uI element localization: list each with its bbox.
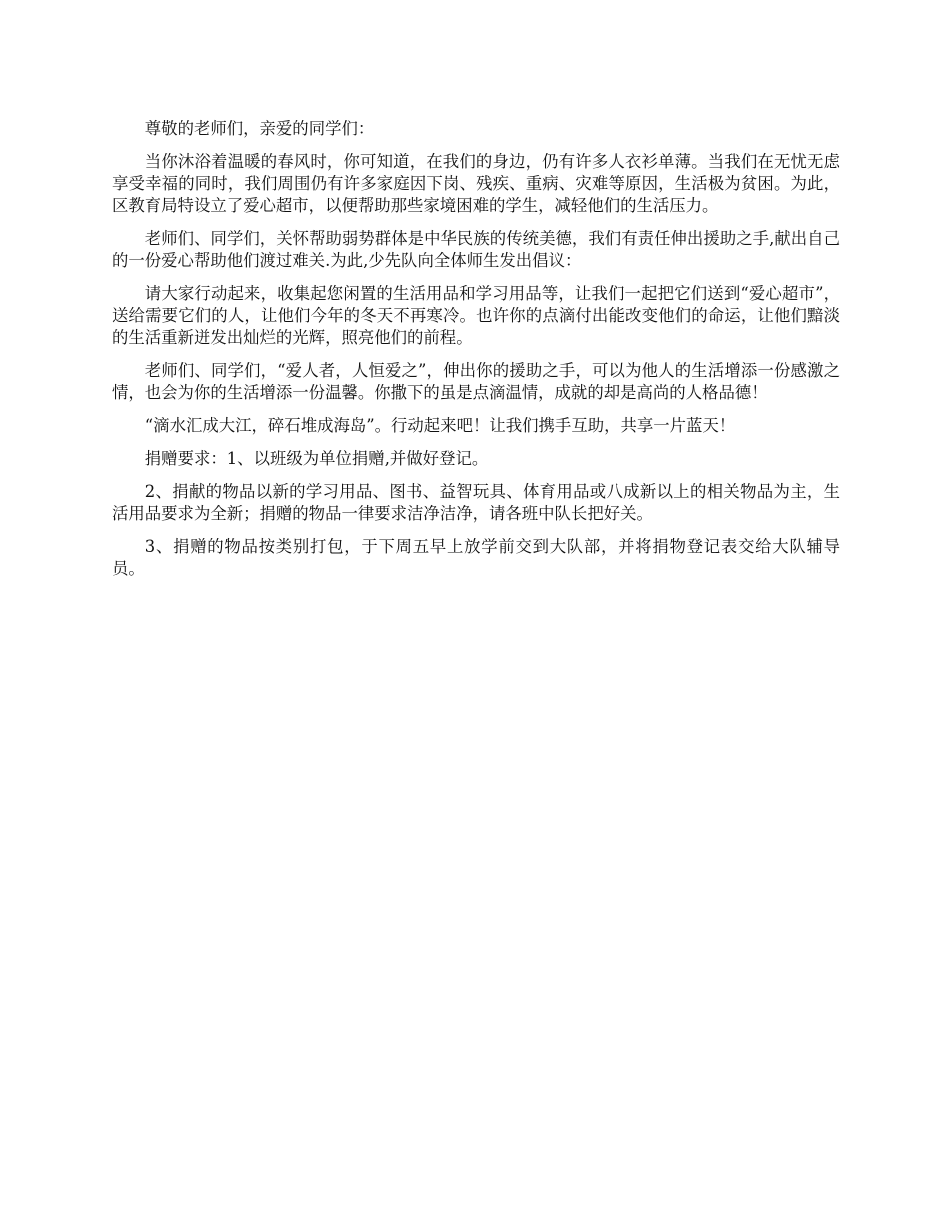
paragraph-appeal: 老师们、同学们，关怀帮助弱势群体是中华民族的传统美德，我们有责任伸出援助之手,献出自己的一份爱心帮助他们渡过难关.为此,少先队向全体师生发出倡议： — [112, 229, 840, 270]
paragraph-intro: 当你沐浴着温暖的春风时，你可知道，在我们的身边，仍有许多人衣衫单薄。当我们在无忧无虑享受幸福的同时，我们周围仍有许多家庭因下岗、残疾、重病、灾难等原因，生活极为贫困。为此，区教育局特设立了爱心超市，以便帮助那些家境困难的学生，减轻他们的生活压力。 — [112, 152, 840, 215]
document-page — [112, 118, 840, 591]
paragraph-call-to-action: 请大家行动起来，收集起您闲置的生活用品和学习用品等，让我们一起把它们送到“爱心超市”，送给需要它们的人，让他们今年的冬天不再寒冷。也许你的点滴付出能改变他们的命运，让他们黯淡的生活重新迸发出灿烂的光辉，照亮他们的前程。 — [112, 284, 840, 347]
requirement-1: 捐赠要求：1、以班级为单位捐赠,并做好登记。 — [144, 449, 489, 468]
requirement-2: 2、捐献的物品以新的学习用品、图书、益智玩具、体育用品或八成新以上的相关物品为主，生活用品要求为全新；捐赠的物品一律要求洁净洁净，请各班中队长把好关。 — [112, 482, 840, 523]
salutation: 尊敬的老师们，亲爱的同学们： — [144, 119, 375, 138]
paragraph-quote: 老师们、同学们，“爱人者，人恒爱之”，伸出你的援助之手，可以为他人的生活增添一份感激之情，也会为你的生活增添一份温馨。你撒下的虽是点滴温情，成就的却是高尚的人格品德！ — [112, 361, 840, 402]
requirement-3: 3、捐赠的物品按类别打包，于下周五早上放学前交到大队部，并将捐物登记表交给大队辅导员。 — [112, 537, 840, 578]
paragraph-slogan: “滴水汇成大江，碎石堆成海岛”。行动起来吧！让我们携手互助，共享一片蓝天！ — [144, 416, 736, 435]
